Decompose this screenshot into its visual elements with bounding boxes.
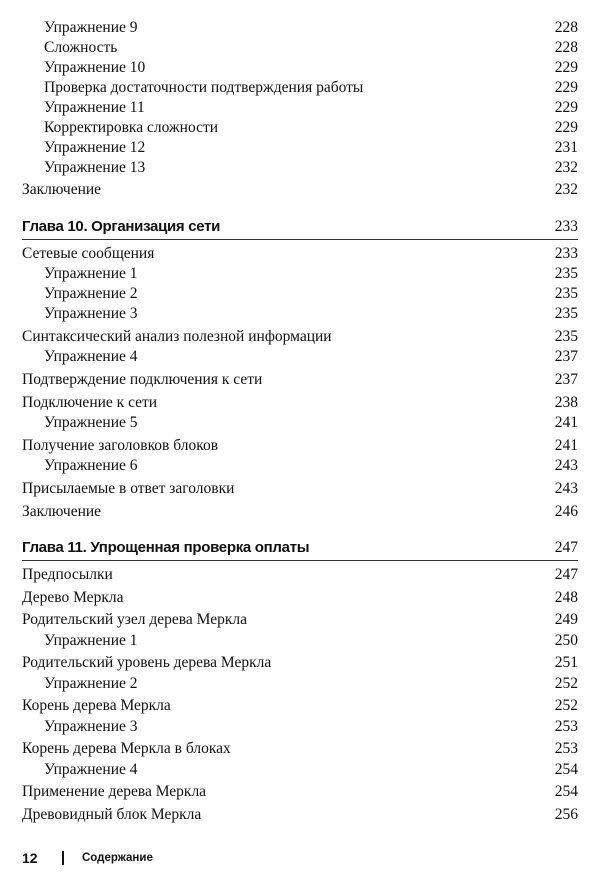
toc-entry-page: 238 bbox=[554, 394, 578, 411]
toc-entry-title: Упражнение 9 bbox=[44, 19, 138, 36]
chapter-heading bbox=[0, 538, 600, 558]
toc-entry-title: Упражнение 10 bbox=[44, 59, 146, 76]
toc-entry-title: Упражнение 3 bbox=[44, 305, 138, 322]
toc-entry-page: 243 bbox=[554, 480, 578, 497]
toc-entry bbox=[0, 479, 600, 499]
toc-entry bbox=[0, 158, 600, 178]
toc-entry-title: Упражнение 12 bbox=[44, 139, 146, 156]
toc-entry-page: 235 bbox=[554, 265, 578, 282]
toc-entry bbox=[0, 244, 600, 264]
toc-entry-page: 254 bbox=[554, 783, 578, 800]
toc-entry bbox=[0, 653, 600, 673]
toc-entry-page: 232 bbox=[554, 159, 578, 176]
toc-entry bbox=[0, 631, 600, 651]
toc-entry-title: Упражнение 2 bbox=[44, 675, 138, 692]
running-head: Содержание bbox=[82, 852, 153, 864]
toc-entry-title: Проверка достаточности подтверждения работы bbox=[44, 79, 364, 96]
toc-entry-page: 249 bbox=[554, 611, 578, 628]
toc-entry-page: 250 bbox=[554, 632, 578, 649]
toc-entry bbox=[0, 327, 600, 347]
toc-entry bbox=[0, 782, 600, 802]
toc-entry-page: 235 bbox=[554, 305, 578, 322]
toc-entry bbox=[0, 674, 600, 694]
toc-entry-title: Получение заголовков блоков bbox=[22, 437, 219, 454]
toc-entry-page: 229 bbox=[554, 119, 578, 136]
toc-entry-title: Упражнение 2 bbox=[44, 285, 138, 302]
toc-entry-page: 243 bbox=[554, 457, 578, 474]
toc-entry-page: 253 bbox=[554, 718, 578, 735]
toc-entry-page: 253 bbox=[554, 740, 578, 757]
toc-entry bbox=[0, 805, 600, 825]
toc-entry-title: Применение дерева Меркла bbox=[22, 783, 207, 800]
toc-entry bbox=[0, 565, 600, 585]
toc-entry bbox=[0, 588, 600, 608]
toc-entry bbox=[0, 138, 600, 158]
toc-entry-title: Упражнение 6 bbox=[44, 457, 138, 474]
toc-entry-title: Упражнение 5 bbox=[44, 414, 138, 431]
toc-entry-title: Корень дерева Меркла в блоках bbox=[22, 740, 231, 757]
toc-entry bbox=[0, 38, 600, 58]
toc-entry-page: 256 bbox=[554, 806, 578, 823]
toc-entry-page: 252 bbox=[554, 675, 578, 692]
toc-entry bbox=[0, 610, 600, 630]
toc-entry bbox=[0, 347, 600, 367]
toc-entry-page: 235 bbox=[554, 285, 578, 302]
toc-entry bbox=[0, 760, 600, 780]
chapter-heading bbox=[0, 217, 600, 237]
toc-entry-page: 251 bbox=[554, 654, 578, 671]
toc-entry-title: Предпосылки bbox=[22, 566, 113, 583]
toc-entry-title: Дерево Меркла bbox=[22, 589, 124, 606]
toc-entry-page: 235 bbox=[554, 328, 578, 345]
toc-entry-page: 231 bbox=[554, 139, 578, 156]
toc-entry-title: Упражнение 1 bbox=[44, 265, 138, 282]
chapter-divider bbox=[22, 239, 578, 240]
toc-entry bbox=[0, 118, 600, 138]
toc-entry-page: 228 bbox=[554, 39, 578, 56]
toc-entry-title: Упражнение 13 bbox=[44, 159, 146, 176]
toc-entry-page: 241 bbox=[554, 414, 578, 431]
toc-entry-title: Присылаемые в ответ заголовки bbox=[22, 480, 235, 497]
chapter-title: Глава 10. Организация сети bbox=[22, 218, 221, 235]
toc-entry-page: 254 bbox=[554, 761, 578, 778]
toc-entry-page: 237 bbox=[554, 371, 578, 388]
toc-entry-page: 246 bbox=[554, 503, 578, 520]
toc-entry-page: 229 bbox=[554, 59, 578, 76]
toc-entry-page: 229 bbox=[554, 79, 578, 96]
toc-entry-page: 229 bbox=[554, 99, 578, 116]
toc-entry bbox=[0, 370, 600, 390]
toc-entry bbox=[0, 18, 600, 38]
toc-entry-page: 252 bbox=[554, 697, 578, 714]
toc-entry-page: 228 bbox=[554, 19, 578, 36]
toc-entry-title: Корень дерева Меркла bbox=[22, 697, 171, 714]
toc-entry-page: 237 bbox=[554, 348, 578, 365]
toc-entry-title: Упражнение 11 bbox=[44, 99, 145, 116]
toc-entry bbox=[0, 502, 600, 522]
toc-entry-page: 247 bbox=[554, 566, 578, 583]
toc-entry-title: Подтверждение подключения к сети bbox=[22, 371, 263, 388]
toc-entry bbox=[0, 78, 600, 98]
toc-entry-title: Корректировка сложности bbox=[44, 119, 219, 136]
toc-entry bbox=[0, 58, 600, 78]
toc-entry-title: Подключение к сети bbox=[22, 394, 158, 411]
toc-entry bbox=[0, 413, 600, 433]
toc-entry-page: 232 bbox=[554, 181, 578, 198]
chapter-page: 233 bbox=[554, 218, 578, 235]
toc-entry-page: 233 bbox=[554, 245, 578, 262]
toc-entry-title: Древовидный блок Меркла bbox=[22, 806, 202, 823]
toc-entry bbox=[0, 98, 600, 118]
toc-entry bbox=[0, 284, 600, 304]
toc-entry bbox=[0, 436, 600, 456]
toc-entry-title: Сетевые сообщения bbox=[22, 245, 155, 262]
toc-entry-page: 248 bbox=[554, 589, 578, 606]
toc-entry bbox=[0, 393, 600, 413]
footer-divider bbox=[62, 851, 64, 865]
toc-entry-title: Сложность bbox=[44, 39, 118, 56]
chapter-divider bbox=[22, 560, 578, 561]
chapter-page: 247 bbox=[554, 539, 578, 556]
chapter-title: Глава 11. Упрощенная проверка оплаты bbox=[22, 539, 310, 556]
toc-entry bbox=[0, 717, 600, 737]
toc-entry-title: Заключение bbox=[22, 503, 102, 520]
toc-entry-title: Родительский узел дерева Меркла bbox=[22, 611, 248, 628]
toc-entry bbox=[0, 456, 600, 476]
page-number: 12 bbox=[22, 850, 38, 866]
toc-entry-title: Упражнение 1 bbox=[44, 632, 138, 649]
toc-entry-title: Синтаксический анализ полезной информации bbox=[22, 328, 332, 345]
toc-entry-title: Упражнение 4 bbox=[44, 761, 138, 778]
toc-entry-title: Упражнение 4 bbox=[44, 348, 138, 365]
toc-entry-title: Заключение bbox=[22, 181, 102, 198]
toc-entry-page: 241 bbox=[554, 437, 578, 454]
toc-entry-title: Упражнение 3 bbox=[44, 718, 138, 735]
toc-entry bbox=[0, 696, 600, 716]
toc-entry bbox=[0, 304, 600, 324]
toc-entry bbox=[0, 264, 600, 284]
toc-entry-title: Родительский уровень дерева Меркла bbox=[22, 654, 272, 671]
toc-entry bbox=[0, 180, 600, 200]
toc-entry bbox=[0, 739, 600, 759]
